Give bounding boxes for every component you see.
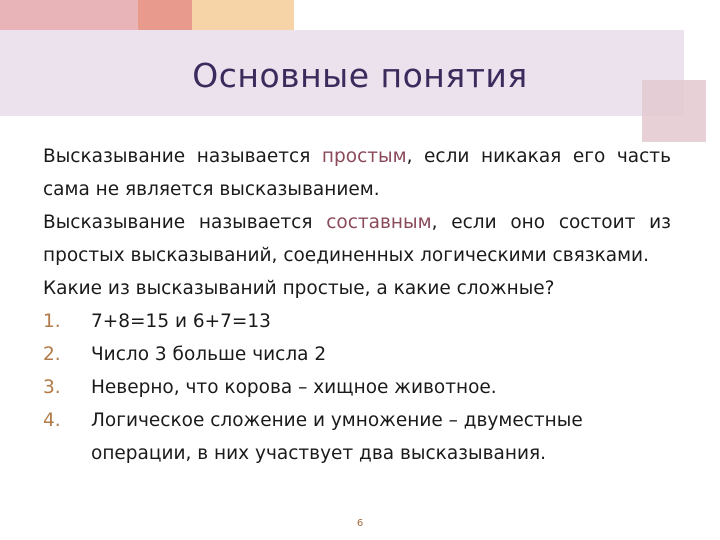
definition-text: Высказывание называется: [43, 146, 322, 167]
statement-list: [43, 305, 671, 470]
page-number: 6: [356, 518, 364, 529]
slide-title: Основные понятия: [192, 56, 528, 95]
definition-text: , если никакая его часть сама не является высказыванием.: [43, 146, 671, 200]
list-number: 1.: [43, 311, 61, 332]
definition-text: , если оно состоит из простых высказываний, соединенных логическими связками.: [43, 212, 671, 266]
term-simple: простым: [321, 146, 407, 167]
list-item-text: Число 3 больше числа 2: [91, 344, 327, 365]
definition-text: Высказывание называется: [43, 212, 327, 233]
definition-compound: [43, 206, 671, 272]
list-number: 4.: [43, 410, 61, 431]
list-number: 2.: [43, 344, 61, 365]
list-item-text: Логическое сложение и умножение – двуместные операции, в них участвует два высказывания.: [91, 410, 583, 464]
list-number: 3.: [43, 377, 61, 398]
list-item: [43, 305, 671, 338]
list-item-text: 7+8=15 и 6+7=13: [91, 311, 271, 332]
list-item: [43, 371, 671, 404]
list-item: [43, 404, 671, 470]
question: Какие из высказываний простые, а какие сложные?: [43, 278, 555, 299]
list-item: [43, 338, 671, 371]
definition-simple: [43, 140, 671, 206]
list-item-text: Неверно, что корова – хищное животное.: [91, 377, 497, 398]
slide-content: [43, 140, 671, 470]
term-compound: составным: [326, 212, 432, 233]
